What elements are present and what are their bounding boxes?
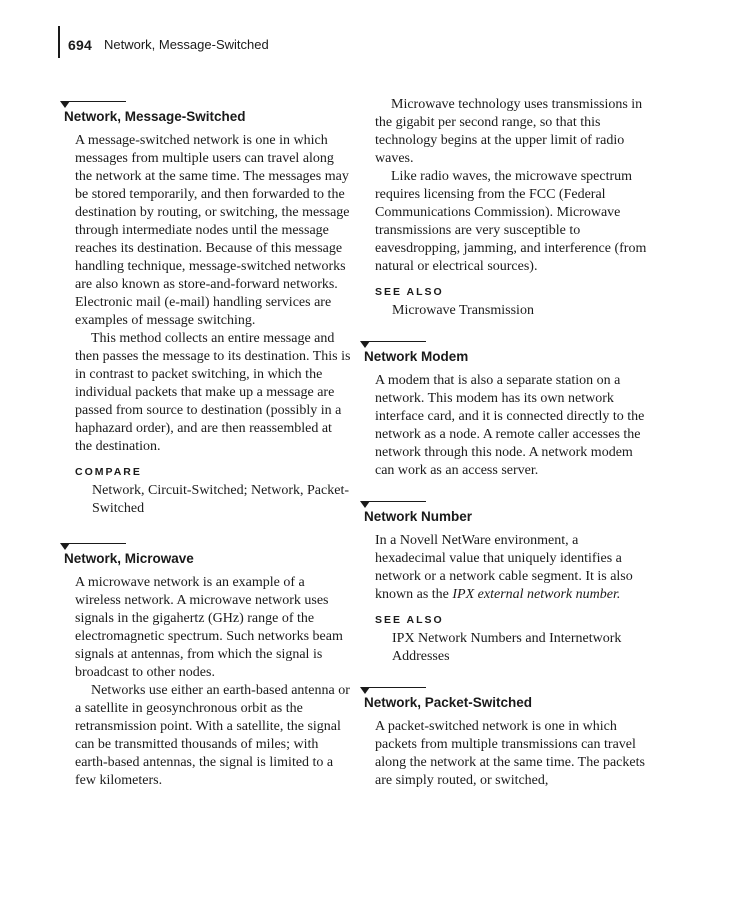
entry-marker	[62, 96, 352, 106]
left-column	[62, 96, 352, 790]
running-header-title: Network, Message-Switched	[103, 37, 269, 52]
entry-network-microwave	[62, 538, 352, 790]
entry-title: Network, Microwave	[64, 551, 194, 566]
triangle-marker-icon	[360, 341, 370, 348]
entry-network-message-switched	[62, 96, 352, 518]
entry-marker	[362, 682, 652, 692]
entry-title: Network, Packet-Switched	[364, 695, 533, 710]
entry-body	[75, 574, 352, 790]
triangle-marker-icon	[360, 687, 370, 694]
paragraph: A microwave network is an example of a wireless network. A microwave network uses signals in the gigahertz (GHz) range of the electromagnetic spectrum. Such networks beam signals at antennas, from which the signal is broadcast to other nodes.	[75, 575, 343, 680]
entry-network-number	[362, 496, 652, 666]
paragraph: This method collects an entire message and then passes the message to its destination. This is in contrast to packet switching, in which the individual packets that make up a message are passed from source to destination (possibly in a haphazard order), and are then reassembled at the destination.	[75, 331, 351, 454]
paragraph: Like radio waves, the microwave spectrum requires licensing from the FCC (Federal Communications Commission). Microwave transmissions are very susceptible to eavesdropping, jamming, and interference (from natural or electrical sources).	[375, 169, 647, 274]
paragraph: Microwave technology uses transmissions in the gigabit per second range, so that this technology begins at the upper limit of radio waves.	[375, 97, 643, 166]
entry-network-modem	[362, 336, 652, 480]
italic-term: IPX external network number.	[452, 587, 621, 602]
paragraph: A message-switched network is one in which messages from multiple users can travel along the network at the same time. The messages may be stored temporarily, and then forwarded to the destination by routing, or switching, the message through intermediate nodes until the message reaches its destination. Because of this message handling technique, message-switched networks are also known as store-and-forward networks. Electronic mail (e-mail) handling services are examples of message switching.	[75, 133, 350, 328]
entry-body	[375, 532, 652, 604]
paragraph: Networks use either an earth-based antenna or a satellite in geosynchronous orbit as the retransmission point. With a satellite, the signal can be transmitted thousands of miles; with earth-based antennas, the signal is limited to a few kilometers.	[75, 683, 350, 788]
compare-reference: Network, Circuit-Switched; Network, Packet-Switched	[92, 483, 349, 516]
paragraph: A packet-switched network is one in which packets from multiple transmissions can travel along the network at the same time. The packets are simply routed, or switched,	[375, 719, 645, 788]
entry-title: Network Modem	[364, 349, 469, 364]
see-also-label: SEE ALSO	[375, 614, 444, 626]
triangle-marker-icon	[360, 501, 370, 508]
entry-body	[375, 96, 652, 276]
entry-marker	[62, 538, 352, 548]
paragraph	[375, 532, 652, 604]
see-also-label: SEE ALSO	[375, 286, 444, 298]
triangle-marker-icon	[60, 543, 70, 550]
entry-title: Network, Message-Switched	[64, 109, 246, 124]
entry-network-packet-switched	[362, 682, 652, 790]
entry-body	[375, 718, 652, 790]
entry-network-microwave-continued	[362, 96, 652, 320]
right-column	[362, 96, 652, 790]
compare-label: COMPARE	[75, 466, 142, 478]
entry-marker	[362, 336, 652, 346]
see-also-reference: IPX Network Numbers and Internetwork Addresses	[392, 631, 622, 664]
entry-body	[75, 132, 352, 456]
see-also-reference: Microwave Transmission	[392, 303, 534, 318]
triangle-marker-icon	[60, 101, 70, 108]
running-header	[58, 26, 269, 58]
paragraph: A modem that is also a separate station on a network. This modem has its own network interface card, and it is connected directly to the network as a node. A remote caller accesses the network through this node. A network modem can work as an access server.	[375, 373, 645, 478]
paragraph-text: In a Novell NetWare environment, a hexadecimal value that uniquely identifies a network or a network cable segment. It is also known as the	[375, 533, 633, 602]
entry-marker	[362, 496, 652, 506]
entry-body	[375, 372, 652, 480]
page-number: 694	[68, 37, 92, 53]
entry-title: Network Number	[364, 509, 473, 524]
